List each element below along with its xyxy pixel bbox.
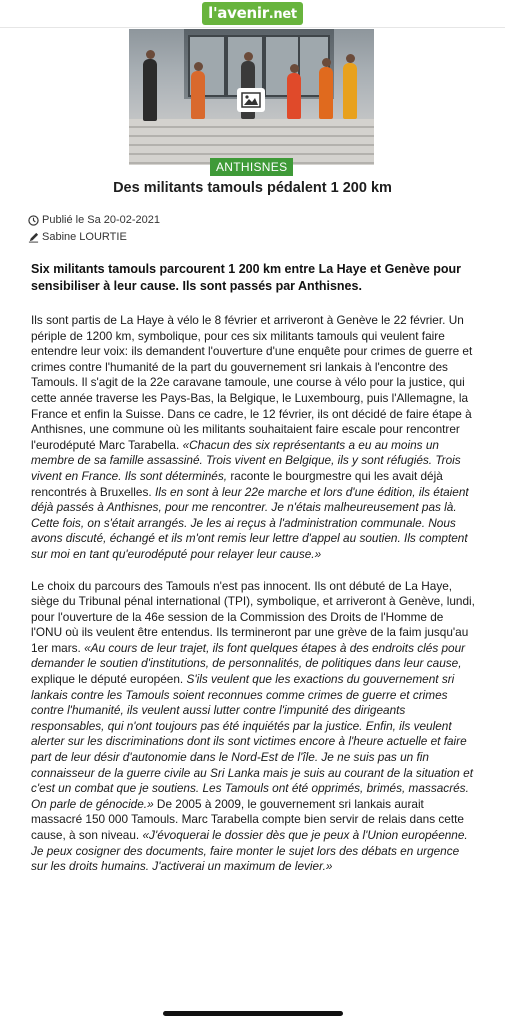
quote-text: «Au cours de leur trajet, ils font quelques étapes à des endroits clés pour demander le soutien d'institutions, de personnalités, de politiques dans leur cause, [31, 640, 466, 671]
article-title: Des militants tamouls pédalent 1 200 km [113, 180, 392, 196]
body-text: De 2005 à 2009, le gouvernement sri lankais aurait massacré 150 000 Tamouls. Marc Tarabella compte bien servir de relais dans cette cause, à son niveau. [31, 796, 464, 842]
publish-date [28, 214, 160, 226]
article-lead: Six militants tamouls parcourent 1 200 km entre La Haye et Genève pour sensibiliser à leur cause. Ils sont passés par Anthisnes. [31, 262, 462, 293]
photo-person [319, 67, 333, 119]
quote-text: Ils en sont à leur 22e marche et lors d'une édition, ils étaient déjà passés à Anthisnes, pour me rencontrer. Je n'étais malheureusement pas là. Cette fois, on s'était arrangés. Je les ai reçus à l'administration communale. Nous avons discuté, échangé et ils m'ont remis leur lettre d'appel au soutien. Ils comptent sur moi en tant qu'eurodéputé pour relayer leur cause.» [31, 484, 469, 561]
article-body [31, 313, 477, 891]
category-tag[interactable]: ANTHISNES [210, 158, 293, 176]
author-name: Sabine LOURTIE [42, 231, 127, 243]
logo-main: l'avenir [208, 4, 269, 22]
body-text: Ils sont partis de La Haye à vélo le 8 février et arriveront à Genève le 22 février. Un périple de 1200 km, symbolique, pour ces six militants tamouls qui veulent faire entendre leur voix: ils demandent l'ouverture d'une enquête pour crimes de guerre et crimes contre l'humanité de la part du gouvernement sri lankais à l'encontre des Tamouls. Il s'agit de la 22e caravane tamoule, une course à vélo pour la justice, qui cette année traverse les Pays-Bas, la Belgique, le Luxembourg, puis l'Allemagne, la France et enfin la Suisse. Dans ce cadre, le 12 février, ils ont décidé de faire étape à Anthisnes, une commune où les militants souhaitaient faire escale pour rencontrer l'eurodéputé Marc Tarabella. [31, 313, 473, 452]
photo-person [287, 73, 301, 119]
photo-person [143, 59, 157, 121]
clock-icon [28, 215, 39, 226]
body-text: Le choix du parcours des Tamouls n'est pas innocent. Ils ont débuté de La Haye, siège du Tribunal pénal international (TPI), symbolique, et arriveront à Genève, lundi, pour l'ouverture de la 46e session de la Commission des Droits de l'Homme de l'ONU où ils veulent être entendus. Ils termineront par une grève de la faim jusqu'au 1er mars. [31, 578, 475, 655]
photo-person [343, 63, 357, 119]
body-text: explique le député européen. [31, 672, 187, 687]
article-photo[interactable] [129, 29, 374, 165]
quote-text: S'ils veulent que les exactions du gouvernement sri lankais contre les Tamouls soient reconnues comme crimes de guerre et crimes contre l'humanité, ils veulent aussi lutter contre l'impunité des dirigeants responsables, qui n'ont toujours pas été inquiétés par la justice. Enfin, ils veulent alerter sur les discriminations dont ils sont victimes encore à l'heure actuelle et faire part de leur désir d'autonomie dans le Nord-Est de l'île. Je ne suis pas un fin connaisseur de la guerre civile au Sri Lanka mais je suis au courant de la situation et c'est un combat que je soutiens. Les Tamouls ont été opprimés, brimés, massacrés. On parle de génocide.» [31, 672, 473, 811]
quote-text: «Chacun des six représentants a eu au moins un membre de sa famille assassiné. Trois vivent en Belgique, ils y sont réfugiés. Trois vivent en France. Ils sont déterminés, [31, 437, 461, 483]
body-text: raconte le bourgmestre qui les avait déjà rencontrés à Bruxelles. [31, 468, 443, 499]
author [28, 231, 127, 243]
image-icon [237, 88, 265, 112]
home-indicator[interactable] [163, 1011, 343, 1016]
quote-text: «J'évoquerai le dossier dès que je peux à l'Union européenne. Je peux cosigner des documents, faire monter le sujet lors des débats en urgence sur les droits humains. J'activerai un maximum de levier.» [31, 828, 468, 874]
article-paragraph [31, 579, 477, 875]
site-logo[interactable] [202, 2, 303, 25]
article-paragraph [31, 313, 477, 563]
logo-tld: .net [268, 7, 297, 22]
top-bar [0, 0, 505, 28]
pen-icon [28, 232, 39, 243]
photo-person [191, 71, 205, 119]
publish-date-text: Publié le Sa 20-02-2021 [42, 214, 161, 226]
